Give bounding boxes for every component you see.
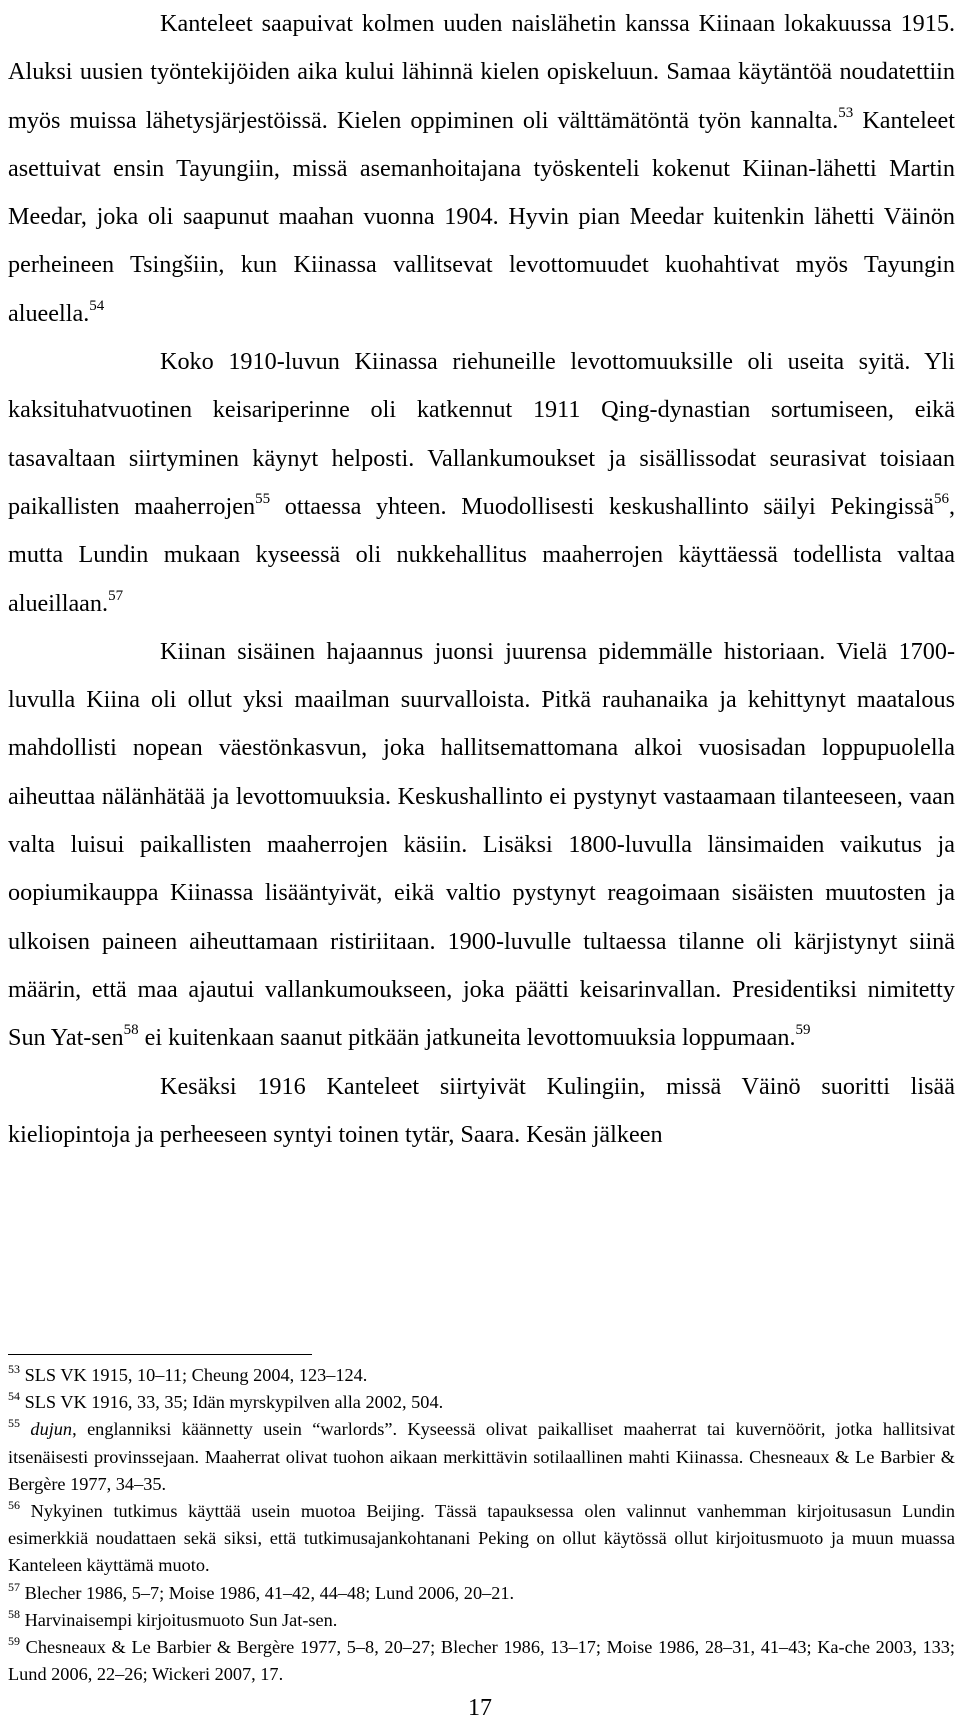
footnote-56 <box>8 1498 955 1580</box>
footnote-55 <box>8 1416 955 1498</box>
page-number: 17 <box>468 1695 492 1721</box>
document-page <box>8 0 955 1159</box>
footnote-reference-58: 58 <box>123 1022 139 1039</box>
footnote-number: 56 <box>8 1497 20 1512</box>
paragraph <box>8 628 955 1063</box>
body-text <box>8 0 955 1159</box>
paragraph <box>8 0 955 338</box>
text-run: ottaessa yhteen. Muodollisesti keskushallinto säilyi Pekingissä <box>270 492 934 520</box>
footnote-number: 58 <box>8 1606 20 1621</box>
footnote-reference-57: 57 <box>108 587 124 604</box>
text-run: SLS VK 1915, 10–11; Cheung 2004, 123–124. <box>24 1365 368 1385</box>
footnote-number: 59 <box>8 1633 20 1648</box>
footnote-reference-53: 53 <box>838 104 854 121</box>
text-run: Kanteleet asettuivat ensin Tayungiin, missä asemanhoitajana työskenteli kokenut Kiinan-lähetti Martin Meedar, joka oli saapunut maahan vuonna 1904. Hyvin pian Meedar kuitenkin lähetti Väinön perheineen Tsingšiin, kun Kiinassa vallitsevat levottomuudet kuohahtivat myös Tayungin alueella. <box>8 106 955 327</box>
text-run: Kiinan sisäinen hajaannus juonsi juurensa pidemmälle historiaan. Vielä 1700-luvulla Kiina oli ollut yksi maailman suurvalloista. Pitkä rauhanaika ja kehittynyt maatalous mahdollisti nopean väestönkasvun, joka hallitsemattomana alkoi vuosisadan loppupuolella aiheuttaa nälänhätää ja levottomuuksia. Keskushallinto ei pystynyt vastaamaan tilanteeseen, vaan valta luisui paikallisten maaherrojen käsiin. Lisäksi 1800-luvulla länsimaiden vaikutus ja oopiumikauppa Kiinassa lisääntyivät, eikä valtio pystynyt reagoimaan sisäisten muutosten ja ulkoisen paineen aiheuttamaan ristiriitaan. 1900-luvulle tultaessa tilanne oli kärjistynyt siinä määrin, että maa ajautui vallankumoukseen, joka päätti keisarinvallan. Presidentiksi nimitetty Sun Yat-sen <box>8 637 955 1052</box>
text-run: Blecher 1986, 5–7; Moise 1986, 41–42, 44–48; Lund 2006, 20–21. <box>24 1582 515 1603</box>
text-run: SLS VK 1916, 33, 35; Idän myrskypilven alla 2002, 504. <box>24 1392 444 1413</box>
footnote-59 <box>8 1634 955 1688</box>
footnote-reference-56: 56 <box>933 490 949 507</box>
text-run: Harvinaisempi kirjoitusmuoto Sun Jat-sen. <box>24 1609 338 1630</box>
paragraph <box>8 338 955 628</box>
footnote-number: 54 <box>8 1389 20 1404</box>
text-run: , mutta Lundin mukaan kyseessä oli nukkehallitus maaherrojen käyttäessä todellista valtaa alueillaan. <box>8 492 955 617</box>
text-run: Nykyinen tutkimus käyttää usein muotoa Beijing. Tässä tapauksessa olen valinnut vanhemman kirjoitusasun Lundin esimerkkiä noudattaen sekä siksi, että tutkimusajankohtanani Peking on ollut käytössä ollut kirjoitusmuoto ja muun muassa Kanteleen käyttämä muoto. <box>8 1501 955 1576</box>
text-run: Kesäksi 1916 Kanteleet siirtyivät Kulingiin, missä Väinö suoritti lisää kieliopintoja ja perheeseen syntyi toinen tytär, Saara. Kesän jälkeen <box>8 1072 955 1148</box>
footnote-number: 55 <box>8 1416 20 1431</box>
text-run: ei kuitenkaan saanut pitkään jatkuneita levottomuuksia loppumaan. <box>138 1024 796 1052</box>
footnote-54 <box>8 1389 955 1416</box>
footnote-53 <box>8 1362 955 1389</box>
footnote-reference-55: 55 <box>255 490 271 507</box>
paragraph <box>8 1063 955 1160</box>
text-run: Koko 1910-luvun Kiinassa riehuneille levottomuuksille oli useita syitä. Yli kaksituhatvuotinen keisariperinne oli katkennut 1911 Qing-dynastian sortumiseen, eikä tasavaltaan siirtyminen käynyt helposti. Vallankumoukset ja sisällissodat seurasivat toisiaan paikallisten maaherrojen <box>8 348 955 520</box>
italic-term: dujun <box>30 1419 73 1440</box>
text-run: Chesneaux & Le Barbier & Bergère 1977, 5–8, 20–27; Blecher 1986, 13–17; Moise 1986, 28–31, 41–43; Ka-che 2003, 133; Lund 2006, 22–26; Wickeri 2007, 17. <box>8 1637 955 1685</box>
footnote-reference-54: 54 <box>89 297 105 314</box>
footnote-number: 57 <box>8 1579 20 1594</box>
text-run: Kanteleet saapuivat kolmen uuden naislähetin kanssa Kiinaan lokakuussa 1915. Aluksi uusien työntekijöiden aika kului lähinnä kielen opiskeluun. Samaa käytäntöä noudatettiin myös muissa lähetysjärjestöissä. Kielen oppiminen oli välttämätöntä työn kannalta. <box>8 10 955 134</box>
text-run: , englanniksi käännetty usein “warlords”. Kyseessä olivat paikalliset maaherrat tai kuvernöörit, jotka hallitsivat itsenäisesti provinssejaan. Maaherrat olivat tuohon aikaan merkittävin sotilaallinen mahti Kiinassa. Chesneaux & Le Barbier & Bergère 1977, 34–35. <box>8 1419 955 1494</box>
footnote-57 <box>8 1580 955 1607</box>
footnote-number: 53 <box>8 1361 20 1376</box>
footnote-58 <box>8 1607 955 1634</box>
footnote-separator <box>8 1354 312 1355</box>
footnotes <box>8 1362 955 1688</box>
footnote-reference-59: 59 <box>795 1022 811 1039</box>
